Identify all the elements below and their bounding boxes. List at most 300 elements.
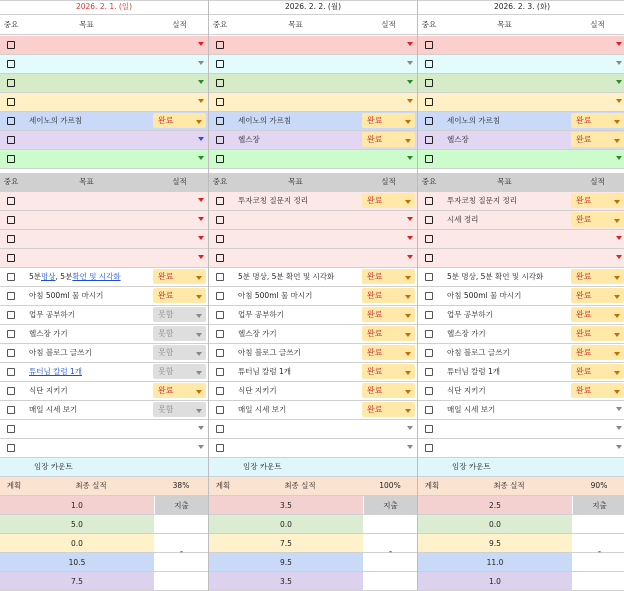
status-dropdown[interactable] [569,267,624,286]
status-dropdown[interactable] [360,54,417,73]
goal-text[interactable]: 헬스장 가기 [29,329,68,338]
goal-text[interactable] [29,149,151,168]
goal-text[interactable]: 업무 공부하기 [447,310,493,319]
goal-text[interactable] [29,35,151,54]
checkbox[interactable] [425,117,433,125]
status-dropdown[interactable] [569,149,624,168]
checkbox-cell[interactable] [418,229,440,248]
checkbox-cell[interactable] [209,73,231,92]
goal-text[interactable] [238,54,360,73]
checkbox-cell[interactable] [209,343,231,362]
checkbox-cell[interactable] [209,149,231,168]
checkbox[interactable] [216,79,224,87]
status-dropdown[interactable] [360,248,417,267]
status-dropdown[interactable] [151,130,208,149]
checkbox-cell[interactable] [209,35,231,54]
checkbox-cell[interactable] [418,73,440,92]
status-dropdown[interactable] [569,305,624,324]
status-pill[interactable] [153,269,206,284]
checkbox[interactable] [7,330,15,338]
goal-text[interactable]: 식단 지키기 [29,386,68,395]
checkbox-cell[interactable] [418,324,440,343]
goal-text[interactable] [447,248,569,267]
status-dropdown[interactable] [151,149,208,168]
goal-text[interactable] [238,419,360,438]
goal-text[interactable] [447,149,569,168]
checkbox-cell[interactable] [418,400,440,419]
status-pill[interactable] [362,307,415,322]
goal-text[interactable] [447,229,569,248]
checkbox-cell[interactable] [209,229,231,248]
status-pill[interactable] [362,132,415,147]
status-dropdown[interactable] [360,149,417,168]
status-dropdown[interactable] [569,130,624,149]
checkbox[interactable] [216,60,224,68]
status-dropdown[interactable] [151,229,208,248]
checkbox[interactable] [425,349,433,357]
status-dropdown[interactable] [360,191,417,210]
status-pill[interactable] [571,132,624,147]
status-label: 완료 [576,329,592,338]
checkbox-cell[interactable] [418,191,440,210]
checkbox-cell[interactable] [0,229,22,248]
checkbox-cell[interactable] [418,111,440,130]
goal-text[interactable] [29,229,151,248]
chevron-down-icon [405,276,411,280]
status-pill[interactable] [153,326,206,341]
status-pill[interactable] [571,288,624,303]
checkbox[interactable] [425,155,433,163]
goal-text[interactable] [29,248,151,267]
goal-text[interactable] [238,73,360,92]
goal-text[interactable]: 헬스장 가기 [447,329,486,338]
goal-text[interactable]: 아침 500ml 물 마시기 [29,291,104,300]
goal-text[interactable]: 식단 지키기 [238,386,277,395]
checkbox[interactable] [425,273,433,281]
checkbox-cell[interactable] [0,381,22,400]
chevron-down-icon [614,120,620,124]
checkbox-cell[interactable] [0,438,22,457]
goal-text[interactable] [447,73,569,92]
goal-text[interactable]: 튜터님 칼럼 1개 [29,367,83,376]
goal-text[interactable] [29,130,151,149]
status-pill[interactable] [362,113,415,128]
goal-text[interactable] [447,419,569,438]
status-dropdown[interactable] [360,92,417,111]
goal-text[interactable] [29,73,151,92]
checkbox-cell[interactable] [418,381,440,400]
goal-text[interactable]: 튜터님 칼럼 1개 [447,367,501,376]
checkbox[interactable] [7,117,15,125]
importance-header: 중요 [421,20,437,29]
status-dropdown[interactable] [360,400,417,419]
status-dropdown[interactable] [569,438,624,457]
goal-text[interactable] [447,54,569,73]
checkbox[interactable] [7,425,15,433]
goal-text[interactable]: 세이노의 가르침 [447,116,501,125]
checkbox[interactable] [216,406,224,414]
checkbox[interactable] [7,235,15,243]
checkbox-cell[interactable] [209,324,231,343]
goal-text[interactable]: 헬스장 가기 [238,329,277,338]
goal-text[interactable]: 매일 시세 보기 [238,405,287,414]
checkbox[interactable] [216,117,224,125]
checkbox-cell[interactable] [0,267,22,286]
checkbox[interactable] [7,311,15,319]
status-dropdown[interactable] [151,438,208,457]
plan-label: 계획 [215,481,231,490]
status-dropdown[interactable] [569,73,624,92]
status-pill[interactable] [153,402,206,417]
status-dropdown[interactable] [360,305,417,324]
checkbox[interactable] [425,235,433,243]
checkbox[interactable] [425,311,433,319]
status-pill[interactable] [153,383,206,398]
status-pill[interactable] [571,345,624,360]
chevron-down-icon [614,390,620,394]
checkbox[interactable] [425,425,433,433]
status-dropdown[interactable] [151,35,208,54]
goal-text[interactable] [238,210,360,229]
status-dropdown[interactable] [569,92,624,111]
goal-text[interactable] [238,35,360,54]
checkbox-cell[interactable] [209,438,231,457]
checkbox-cell[interactable] [209,419,231,438]
checkbox-cell[interactable] [0,130,22,149]
goal-text[interactable]: 세이노의 가르침 [238,116,292,125]
checkbox[interactable] [425,216,433,224]
status-pill[interactable] [153,345,206,360]
checkbox-cell[interactable] [0,362,22,381]
status-dropdown[interactable] [569,111,624,130]
goal-text[interactable] [29,191,151,210]
status-dropdown[interactable] [360,438,417,457]
checkbox-cell[interactable] [0,35,22,54]
checkbox[interactable] [425,368,433,376]
goal-link[interactable]: 명상 [41,272,56,281]
checkbox-cell[interactable] [0,419,22,438]
goal-text[interactable]: 헬스장 [238,135,260,144]
status-dropdown[interactable] [151,286,208,305]
checkbox-cell[interactable] [209,111,231,130]
chevron-down-icon [616,61,622,65]
checkbox[interactable] [425,406,433,414]
checkbox[interactable] [425,60,433,68]
status-dropdown[interactable] [569,381,624,400]
status-dropdown[interactable] [151,54,208,73]
status-dropdown[interactable] [151,210,208,229]
checkbox-cell[interactable] [209,305,231,324]
result-header: 실적 [381,177,396,186]
status-dropdown[interactable] [569,191,624,210]
status-dropdown[interactable] [360,381,417,400]
checkbox-cell[interactable] [0,54,22,73]
checkbox[interactable] [425,197,433,205]
checkbox-cell[interactable] [418,438,440,457]
status-dropdown[interactable] [569,54,624,73]
goal-text[interactable] [447,438,569,457]
checkbox[interactable] [7,368,15,376]
goal-text[interactable]: 아침 블로그 글쓰기 [238,348,301,357]
checkbox[interactable] [425,136,433,144]
checkbox[interactable] [216,311,224,319]
status-dropdown[interactable] [151,419,208,438]
checkbox-cell[interactable] [0,149,22,168]
status-dropdown[interactable] [151,73,208,92]
checkbox[interactable] [7,41,15,49]
checkbox-cell[interactable] [418,362,440,381]
status-dropdown[interactable] [360,229,417,248]
status-dropdown[interactable] [151,362,208,381]
checkbox-cell[interactable] [209,92,231,111]
checkbox[interactable] [7,79,15,87]
status-pill[interactable] [571,383,624,398]
goal-text[interactable]: 5분 명상, 5분 확언 및 시각화 [447,272,544,281]
status-dropdown[interactable] [360,343,417,362]
checkbox-cell[interactable] [418,130,440,149]
goal-text[interactable]: 아침 블로그 글쓰기 [29,348,92,357]
goal-text[interactable]: 매일 시세 보기 [447,405,496,414]
status-pill[interactable] [571,113,624,128]
checkbox[interactable] [425,387,433,395]
checkbox[interactable] [216,235,224,243]
goal-text[interactable]: 투자코칭 질문지 정리 [238,196,308,205]
status-dropdown[interactable] [569,343,624,362]
status-dropdown[interactable] [569,400,624,419]
status-dropdown[interactable] [151,92,208,111]
checkbox-cell[interactable] [0,191,22,210]
checkbox[interactable] [7,349,15,357]
checkbox-cell[interactable] [418,92,440,111]
checkbox-cell[interactable] [209,362,231,381]
status-dropdown[interactable] [151,248,208,267]
goal-text[interactable] [29,210,151,229]
checkbox[interactable] [216,155,224,163]
checkbox-cell[interactable] [0,286,22,305]
checkbox-cell[interactable] [0,111,22,130]
checkbox[interactable] [425,254,433,262]
status-dropdown[interactable] [569,286,624,305]
checkbox[interactable] [216,425,224,433]
checkbox[interactable] [7,136,15,144]
checkbox-cell[interactable] [418,286,440,305]
status-dropdown[interactable] [360,267,417,286]
goal-text[interactable]: 투자코칭 질문지 정리 [447,196,517,205]
checkbox[interactable] [7,197,15,205]
checkbox[interactable] [216,387,224,395]
goal-header: 목표 [288,177,303,186]
status-pill[interactable] [571,193,624,208]
goal-text[interactable] [238,149,360,168]
status-dropdown[interactable] [569,210,624,229]
goal-text[interactable] [238,438,360,457]
checkbox[interactable] [216,136,224,144]
goal-text[interactable] [238,248,360,267]
goal-text[interactable] [447,92,569,111]
status-pill[interactable] [571,326,624,341]
checkbox[interactable] [216,368,224,376]
status-dropdown[interactable] [360,419,417,438]
goal-text[interactable] [29,438,151,457]
status-pill[interactable] [571,269,624,284]
goal-text[interactable]: 시세 정리 [447,215,479,224]
checkbox-cell[interactable] [418,343,440,362]
status-dropdown[interactable] [151,191,208,210]
status-dropdown[interactable] [151,343,208,362]
checkbox[interactable] [7,60,15,68]
goal-text[interactable] [238,229,360,248]
checkbox[interactable] [216,349,224,357]
status-dropdown[interactable] [360,286,417,305]
goal-link[interactable]: 확언 및 시각화 [72,272,121,281]
status-pill[interactable] [153,113,206,128]
goal-text[interactable] [447,35,569,54]
result-header: 실적 [172,177,187,186]
checkbox-cell[interactable] [209,191,231,210]
status-pill[interactable] [362,345,415,360]
checkbox-cell[interactable] [418,419,440,438]
checkbox[interactable] [7,387,15,395]
status-dropdown[interactable] [151,111,208,130]
checkbox[interactable] [216,444,224,452]
checkbox-cell[interactable] [418,305,440,324]
chevron-down-icon [614,276,620,280]
checkbox[interactable] [425,444,433,452]
status-label: 완료 [158,291,174,300]
status-label: 못함 [158,367,174,376]
status-pill[interactable] [571,364,624,379]
checkbox-cell[interactable] [0,305,22,324]
checkbox-cell[interactable] [418,210,440,229]
checkbox[interactable] [216,197,224,205]
checkbox-cell[interactable] [209,130,231,149]
status-pill[interactable] [362,383,415,398]
checkbox[interactable] [7,155,15,163]
goal-text[interactable]: 아침 500ml 물 마시기 [238,291,313,300]
checkbox-cell[interactable] [418,35,440,54]
status-dropdown[interactable] [360,111,417,130]
status-dropdown[interactable] [360,130,417,149]
status-dropdown[interactable] [151,324,208,343]
checkbox[interactable] [7,292,15,300]
checkbox[interactable] [7,98,15,106]
checkbox-cell[interactable] [209,210,231,229]
status-pill[interactable] [153,288,206,303]
checkbox[interactable] [425,292,433,300]
goal-text[interactable]: 튜터님 칼럼 1개 [238,367,292,376]
checkbox-cell[interactable] [209,400,231,419]
status-dropdown[interactable] [151,400,208,419]
status-pill[interactable] [362,326,415,341]
checkbox[interactable] [216,330,224,338]
status-dropdown[interactable] [569,35,624,54]
checkbox[interactable] [7,216,15,224]
checkbox[interactable] [425,98,433,106]
goal-text[interactable]: 헬스장 [447,135,469,144]
checkbox-cell[interactable] [209,286,231,305]
status-dropdown[interactable] [569,362,624,381]
goal-text[interactable] [29,92,151,111]
status-dropdown[interactable] [569,419,624,438]
status-pill[interactable] [153,364,206,379]
checkbox[interactable] [216,216,224,224]
goal-text[interactable]: 아침 블로그 글쓰기 [447,348,510,357]
score-cell: 11.0 [418,553,572,571]
status-dropdown[interactable] [151,381,208,400]
status-dropdown[interactable] [360,362,417,381]
checkbox-cell[interactable] [209,248,231,267]
goal-text[interactable] [238,92,360,111]
checkbox-cell[interactable] [418,248,440,267]
status-pill[interactable] [362,193,415,208]
goal-text[interactable]: 식단 지키기 [447,386,486,395]
checkbox[interactable] [7,406,15,414]
goal-text[interactable]: 업무 공부하기 [29,310,75,319]
checkbox-cell[interactable] [418,267,440,286]
goal-text[interactable]: 아침 500ml 물 마시기 [447,291,522,300]
status-dropdown[interactable] [569,324,624,343]
goal-text[interactable]: 업무 공부하기 [238,310,284,319]
checkbox-cell[interactable] [0,210,22,229]
checkbox-cell[interactable] [209,267,231,286]
status-pill[interactable] [362,269,415,284]
checkbox-cell[interactable] [0,400,22,419]
checkbox-cell[interactable] [418,149,440,168]
goal-text[interactable] [29,419,151,438]
checkbox[interactable] [425,41,433,49]
status-dropdown[interactable] [360,324,417,343]
status-pill[interactable] [153,307,206,322]
checkbox[interactable] [425,79,433,87]
checkbox[interactable] [216,292,224,300]
checkbox[interactable] [216,254,224,262]
checkbox[interactable] [216,98,224,106]
checkbox-cell[interactable] [0,324,22,343]
checkbox-cell[interactable] [418,54,440,73]
status-pill[interactable] [571,307,624,322]
status-dropdown[interactable] [569,248,624,267]
checkbox-cell[interactable] [209,54,231,73]
status-dropdown[interactable] [360,210,417,229]
status-pill[interactable] [362,364,415,379]
checkbox[interactable] [7,254,15,262]
checkbox-cell[interactable] [0,92,22,111]
day-panel [209,0,417,591]
checkbox[interactable] [216,273,224,281]
goal-text[interactable] [29,54,151,73]
checkbox-cell[interactable] [0,343,22,362]
checkbox[interactable] [425,330,433,338]
status-dropdown[interactable] [151,305,208,324]
status-dropdown[interactable] [151,267,208,286]
checkbox-cell[interactable] [0,73,22,92]
status-dropdown[interactable] [360,35,417,54]
status-pill[interactable] [362,402,415,417]
checkbox[interactable] [216,41,224,49]
checkbox[interactable] [7,273,15,281]
goal-text[interactable]: 5분 명상, 5분 확언 및 시각화 [238,272,335,281]
status-dropdown[interactable] [360,73,417,92]
status-pill[interactable] [362,288,415,303]
goal-text[interactable]: 매일 시세 보기 [29,405,78,414]
status-dropdown[interactable] [569,229,624,248]
status-pill[interactable] [571,212,624,227]
checkbox-cell[interactable] [0,248,22,267]
goal-text[interactable] [29,267,151,286]
goal-text[interactable]: 세이노의 가르침 [29,116,83,125]
checkbox[interactable] [7,444,15,452]
checkbox-cell[interactable] [209,381,231,400]
